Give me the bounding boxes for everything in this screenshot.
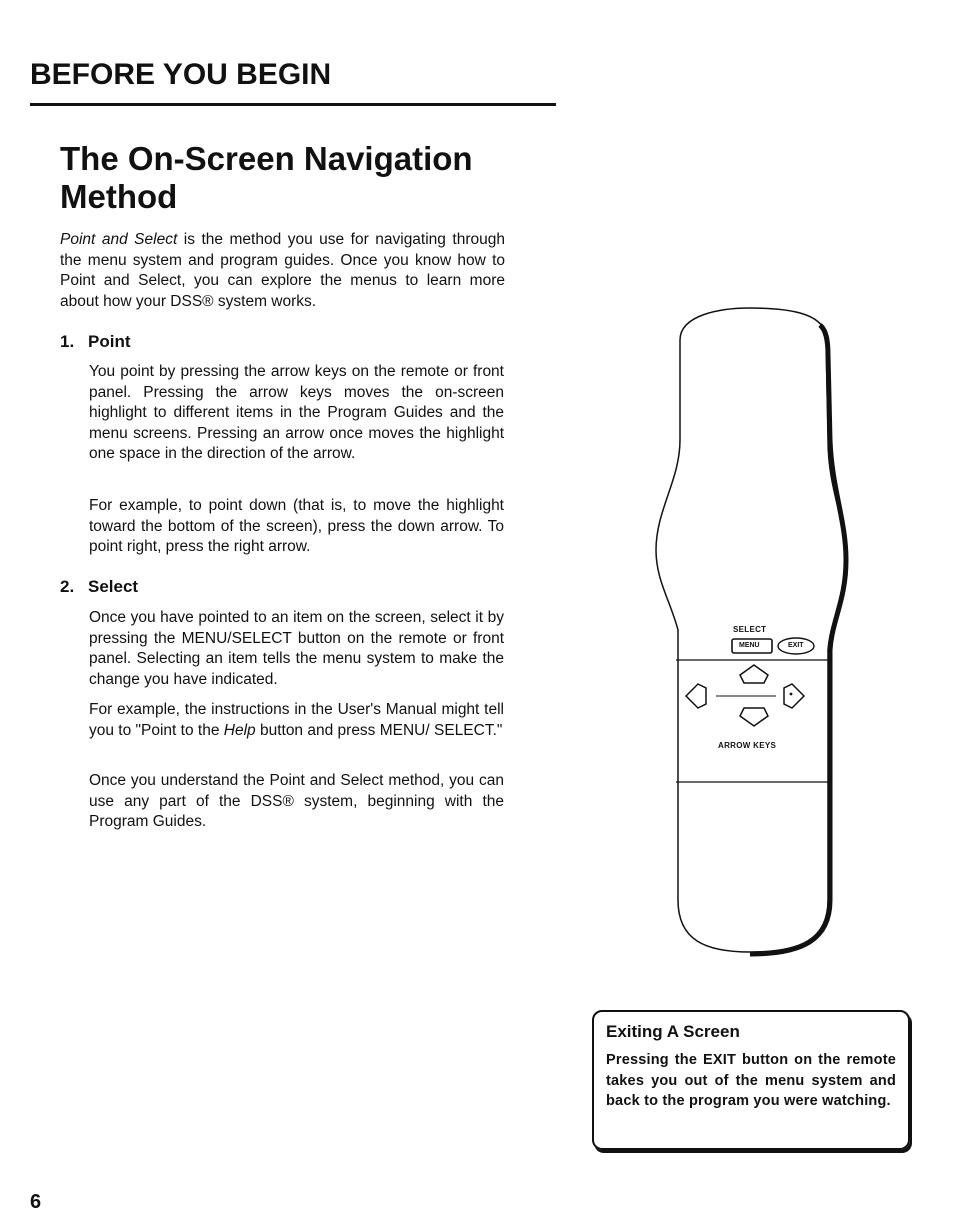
select-paragraph-1: Once you have pointed to an item on the screen, select it by pressing the MENU/SELECT button on the remote or front panel. Selecting an item tells the menu system to make the change you have indicated.	[89, 609, 504, 688]
help-text-after: button and press MENU/ SELECT."	[255, 721, 503, 739]
step-heading-point	[60, 332, 131, 352]
step-heading-select	[60, 577, 138, 597]
select-help-paragraph	[89, 700, 504, 741]
intro-paragraph	[60, 230, 505, 312]
intro-lead-italic: Point and Select	[60, 231, 178, 248]
step-number: 2.	[60, 577, 75, 596]
exiting-screen-callout	[592, 1010, 910, 1150]
header-rule	[30, 103, 556, 106]
remote-illustration	[650, 300, 850, 960]
callout-body: Pressing the EXIT button on the remote takes you out of the menu system and back to the program you were watching.	[606, 1052, 896, 1109]
help-text-before: For example, the instructions in the User's Manual might tell you to "Point to the	[89, 701, 504, 739]
menu-key-label: MENU	[739, 642, 760, 649]
up-arrow-key-icon	[740, 665, 768, 683]
left-arrow-key-icon	[686, 684, 706, 708]
arrow-keys-label: ARROW KEYS	[718, 741, 777, 750]
down-arrow-key-icon	[740, 708, 768, 726]
step-title: Point	[88, 332, 131, 351]
intro-text: is the method you use for navigating through the menu system and program guides. Once you know how to Point and Select, you can explore the menus to learn more about how your DSS® system works.	[60, 231, 505, 310]
step-number: 1.	[60, 332, 75, 351]
help-text-italic: Help	[223, 721, 256, 739]
exit-key-label: EXIT	[788, 642, 804, 649]
section-header: BEFORE YOU BEGIN	[30, 58, 332, 91]
point-paragraph-2: For example, to point down (that is, to move the highlight toward the bottom of the screen), press the down arrow. To point right, press the right arrow.	[89, 497, 504, 556]
page-number: 6	[30, 1191, 42, 1213]
point-paragraph-1: You point by pressing the arrow keys on the remote or front panel. Pressing the arrow keys moves the on-screen highlight to different items in the Program Guides and the menu screens. Pressing an arrow once moves the highlight one space in the direction of the arrow.	[89, 363, 504, 463]
select-closing-paragraph: Once you understand the Point and Select method, you can use any part of the DSS® system, beginning with the Program Guides.	[89, 772, 504, 831]
callout-title: Exiting A Screen	[606, 1022, 740, 1041]
page-title: The On-Screen Navigation Method	[60, 140, 473, 215]
step-title: Select	[88, 577, 139, 596]
right-arrow-key-icon	[784, 684, 804, 708]
select-label: SELECT	[733, 625, 767, 634]
